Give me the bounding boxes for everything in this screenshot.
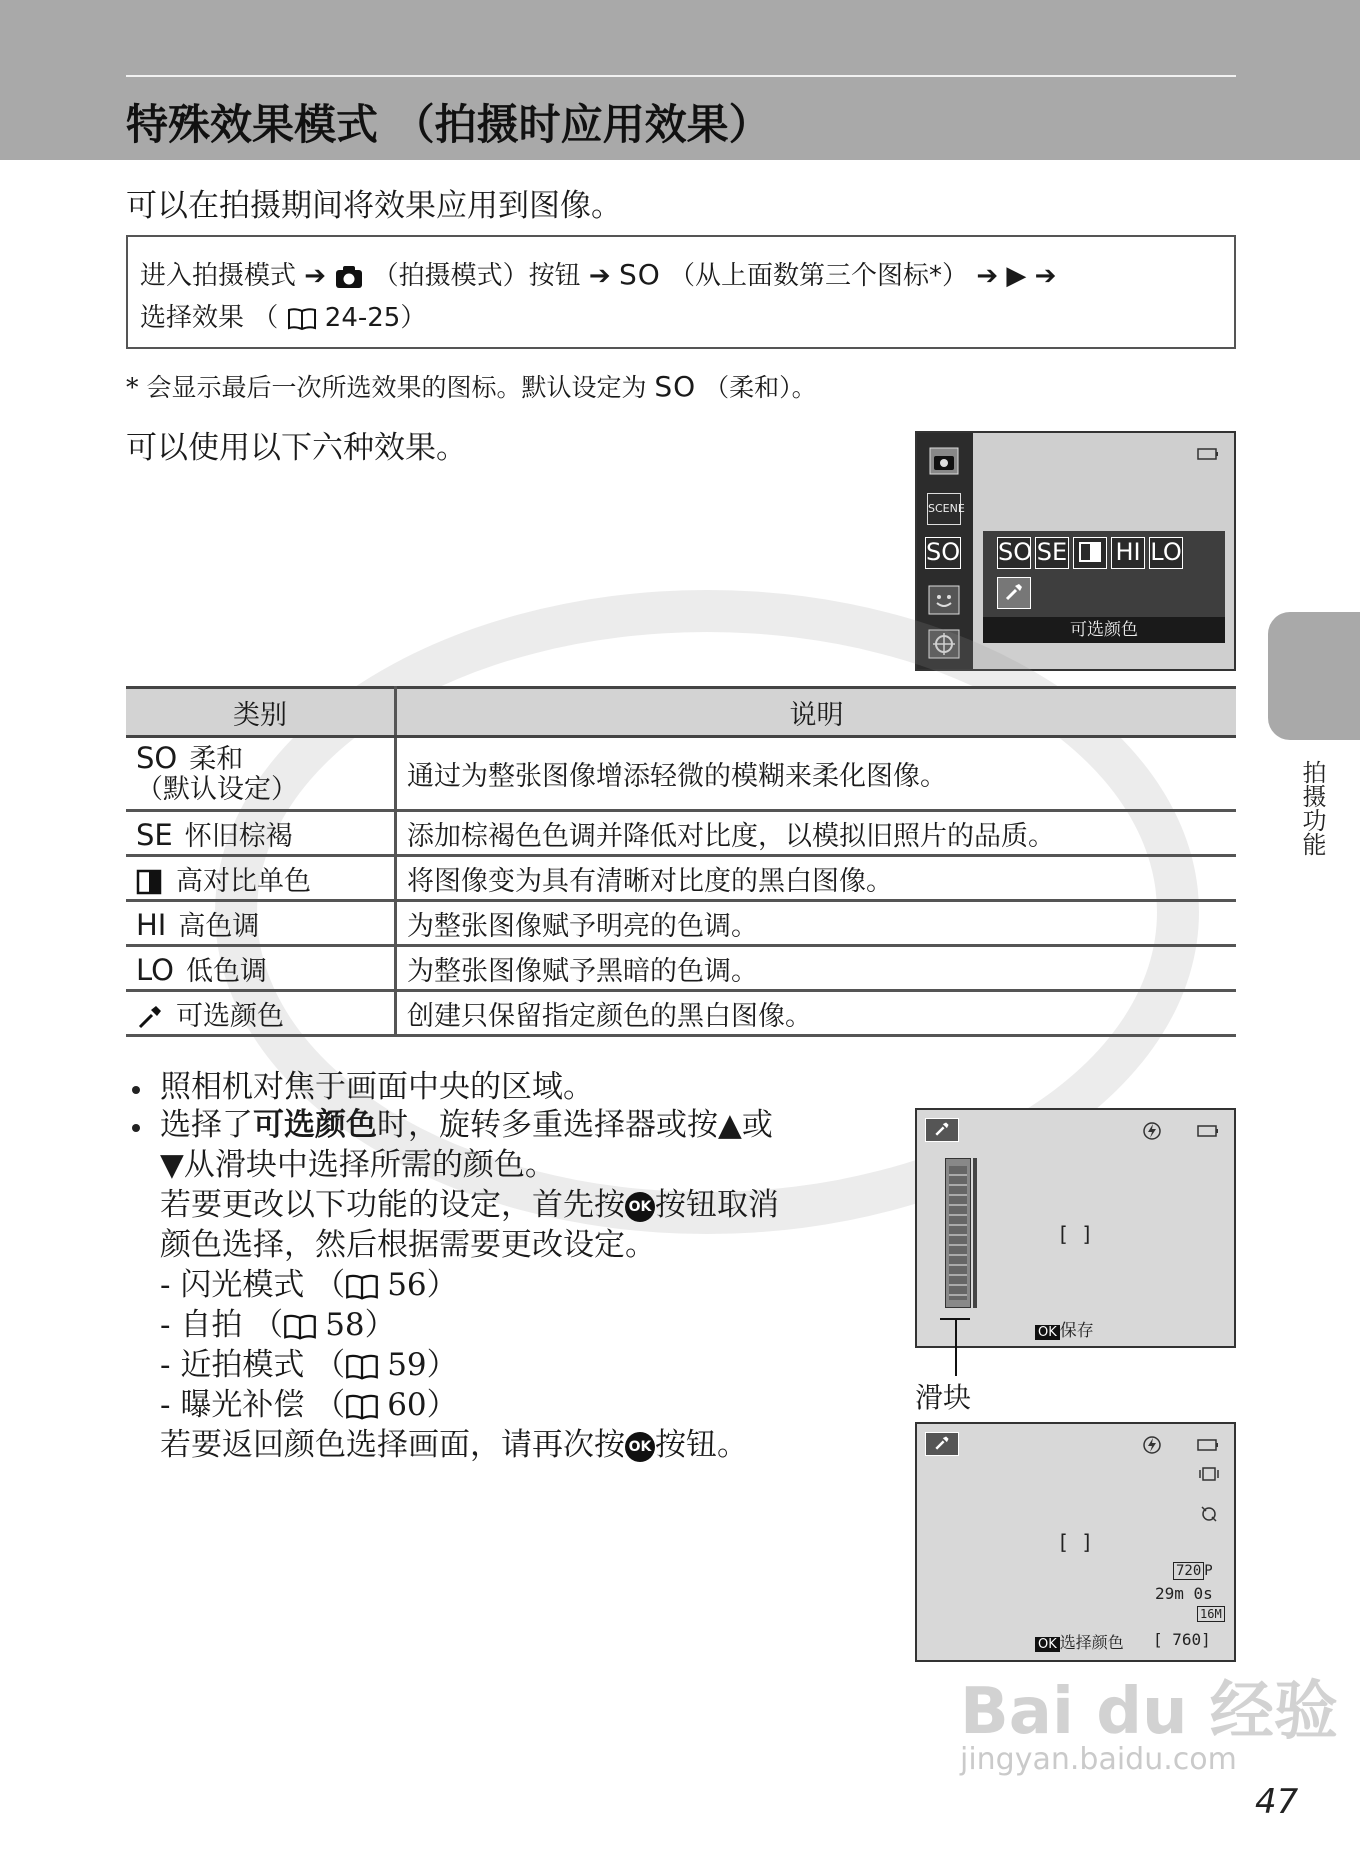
side-tab — [1268, 612, 1360, 740]
so-icon: SO — [925, 537, 961, 569]
bullet-line: 颜色选择，然后根据需要更改设定。 — [160, 1227, 656, 1263]
category-name: 低色调 — [185, 955, 267, 987]
bullet-line — [160, 1179, 779, 1224]
scene-icon: SCENE — [927, 493, 961, 525]
eyedropper-icon[interactable] — [997, 577, 1031, 609]
table-row — [126, 811, 1236, 856]
select-color-label: 选择颜色 — [1059, 1633, 1124, 1652]
list-item — [160, 1379, 458, 1424]
ok-save-hint — [1035, 1316, 1094, 1341]
book-icon — [345, 1353, 379, 1381]
save-label: 保存 — [1059, 1321, 1094, 1341]
footnote-text: * 会显示最后一次所选效果的图标。默认设定为 — [126, 373, 647, 402]
category-cell — [126, 737, 396, 811]
list-item — [160, 1339, 458, 1384]
page-ref: 59） — [387, 1347, 458, 1383]
category-cell — [126, 946, 396, 991]
eyedropper-icon — [925, 1118, 959, 1142]
baidu-watermark: Bai du 经验 — [960, 1675, 1338, 1749]
vibration-reduction-icon — [1199, 1464, 1219, 1484]
eyedropper-icon — [925, 1432, 959, 1456]
text: 若要返回颜色选择画面，请再次按 — [160, 1427, 625, 1463]
text: 时，旋转多重选择器或按▲或 — [377, 1107, 773, 1143]
book-icon — [345, 1273, 379, 1301]
arrow-icon: ➔ — [976, 261, 999, 291]
eyedropper-icon — [136, 1003, 164, 1031]
bullet-line: ▼从滑块中选择所需的颜色。 — [160, 1147, 556, 1183]
description-cell: 通过为整张图像增添轻微的模糊来柔化图像。 — [396, 737, 1237, 811]
header-rule — [126, 75, 1236, 77]
text: 按钮。 — [655, 1427, 748, 1463]
bullet-line — [160, 1419, 748, 1464]
text: 按钮取消 — [655, 1187, 779, 1223]
ok-icon: OK — [1035, 1637, 1060, 1652]
flash-icon — [1141, 1434, 1163, 1456]
effects-table — [126, 686, 1236, 1037]
item-label: - 自拍 （ — [160, 1307, 284, 1343]
camera-icon — [334, 264, 364, 290]
focus-bracket: [ ] — [1057, 1222, 1094, 1246]
navigation-box — [126, 235, 1236, 349]
category-cell — [126, 901, 396, 946]
book-icon — [287, 307, 317, 331]
high-contrast-icon[interactable] — [1073, 537, 1107, 569]
table-row — [126, 991, 1236, 1036]
header-description: 说明 — [396, 688, 1237, 737]
item-label: - 闪光模式 （ — [160, 1267, 346, 1303]
category-cell — [126, 991, 396, 1036]
page-ref: 60） — [387, 1387, 458, 1423]
category-note: （默认设定） — [136, 773, 298, 805]
arrow-icon: ➔ — [304, 261, 327, 291]
category-name: 高色调 — [178, 910, 260, 942]
slider-track — [949, 1166, 967, 1300]
table-row — [126, 946, 1236, 991]
table-header-row — [126, 688, 1236, 737]
item-label: - 曝光补偿 （ — [160, 1387, 346, 1423]
description-cell: 为整张图像赋予明亮的色调。 — [396, 901, 1237, 946]
so-icon: SO — [654, 370, 697, 403]
ok-button-icon: OK — [625, 1432, 655, 1462]
footnote — [126, 368, 817, 404]
category-cell — [126, 856, 396, 901]
bullet-focus: 照相机对焦于画面中央的区域。 — [160, 1069, 594, 1105]
slider-screen — [915, 1108, 1236, 1348]
arrow-icon: ➔ — [1034, 261, 1057, 291]
so-icon[interactable]: SO — [997, 537, 1031, 569]
category-cell — [126, 811, 396, 856]
book-icon — [345, 1393, 379, 1421]
description-cell: 将图像变为具有清晰对比度的黑白图像。 — [396, 856, 1237, 901]
target-icon — [928, 629, 960, 659]
list-item — [160, 1259, 458, 1304]
item-label: - 近拍模式 （ — [160, 1347, 346, 1383]
so-icon: SO — [618, 258, 661, 291]
arrow-icon: ➔ — [588, 261, 611, 291]
ok-icon: OK — [1035, 1325, 1060, 1340]
battery-icon — [1197, 1438, 1219, 1452]
nav-step-shooting: 进入拍摄模式 — [140, 261, 297, 291]
table-row — [126, 901, 1236, 946]
slider-callout-line — [955, 1320, 957, 1376]
shooting-screen — [915, 1422, 1236, 1662]
selected-effect-label: 可选颜色 — [983, 617, 1225, 643]
lo-icon[interactable]: LO — [1149, 537, 1183, 569]
se-icon: SE — [136, 817, 173, 852]
table-row — [126, 856, 1236, 901]
bullet-dot — [132, 1086, 140, 1094]
high-contrast-icon — [136, 869, 162, 895]
six-effects-text: 可以使用以下六种效果。 — [126, 430, 467, 466]
lo-icon: LO — [136, 952, 174, 987]
camera-icon — [929, 447, 959, 475]
nav-step-select: 选择效果 （ — [140, 303, 279, 333]
battery-icon — [1197, 447, 1219, 461]
movie-time: 29m 0s — [1155, 1584, 1213, 1603]
battery-icon — [1197, 1124, 1219, 1138]
description-cell: 为整张图像赋予黑暗的色调。 — [396, 946, 1237, 991]
ok-button-icon: OK — [625, 1192, 655, 1222]
motion-detection-icon — [1199, 1504, 1219, 1524]
so-icon: SO — [136, 740, 178, 775]
bold-term: 可选颜色 — [253, 1107, 377, 1143]
slider-callout-bar — [940, 1318, 970, 1320]
ok-select-hint — [1035, 1630, 1124, 1653]
text: 若要更改以下功能的设定，首先按 — [160, 1187, 625, 1223]
smile-icon — [928, 585, 960, 615]
flash-icon — [1141, 1120, 1163, 1142]
category-name: 可选颜色 — [176, 1000, 284, 1032]
nav-page-ref: 24-25） — [324, 303, 427, 333]
movie-resolution — [1173, 1560, 1213, 1580]
page-ref: 58） — [325, 1307, 396, 1343]
nav-step-third-icon: （从上面数第三个图标*） — [669, 261, 969, 291]
category-name: 柔和 — [189, 743, 244, 775]
page-title: 特殊效果模式 （拍摄时应用效果） — [126, 100, 771, 149]
nav-line-2 — [140, 297, 426, 334]
res-suffix: P — [1204, 1563, 1213, 1579]
description-cell: 创建只保留指定颜色的黑白图像。 — [396, 991, 1237, 1036]
page-number: 47 — [1255, 1782, 1299, 1822]
text: 选择了 — [160, 1107, 253, 1143]
nav-line-1 — [140, 255, 1056, 292]
intro-text: 可以在拍摄期间将效果应用到图像。 — [126, 188, 622, 224]
res-value: 720 — [1173, 1562, 1204, 1580]
category-name: 高对比单色 — [176, 865, 311, 897]
hi-icon: HI — [136, 907, 167, 942]
se-icon[interactable]: SE — [1035, 537, 1069, 569]
bullet-dot — [132, 1124, 140, 1132]
slider-scroll — [973, 1158, 977, 1308]
bullet-selective-color — [160, 1099, 773, 1144]
focus-bracket: [ ] — [1057, 1530, 1094, 1554]
side-tab-label: 拍摄功能 — [1298, 760, 1326, 856]
slider-caption: 滑块 — [915, 1381, 972, 1414]
category-name: 怀旧棕褐 — [184, 820, 293, 852]
play-icon: ▶ — [1006, 261, 1027, 291]
book-icon — [283, 1313, 317, 1341]
nav-step-button: （拍摄模式）按钮 — [372, 261, 581, 291]
list-item — [160, 1299, 396, 1344]
footnote-text-end: （柔和）。 — [704, 373, 817, 402]
image-size: 16M — [1197, 1606, 1225, 1622]
description-cell: 添加棕褐色色调并降低对比度，以模拟旧照片的品质。 — [396, 811, 1237, 856]
effect-menu-screen — [915, 431, 1236, 671]
page-ref: 56） — [387, 1267, 458, 1303]
table-row — [126, 737, 1236, 811]
header-category: 类别 — [126, 688, 396, 737]
exposures-remaining: [ 760] — [1153, 1630, 1211, 1649]
baidu-url: jingyan.baidu.com — [960, 1742, 1237, 1777]
hi-icon[interactable]: HI — [1111, 537, 1145, 569]
